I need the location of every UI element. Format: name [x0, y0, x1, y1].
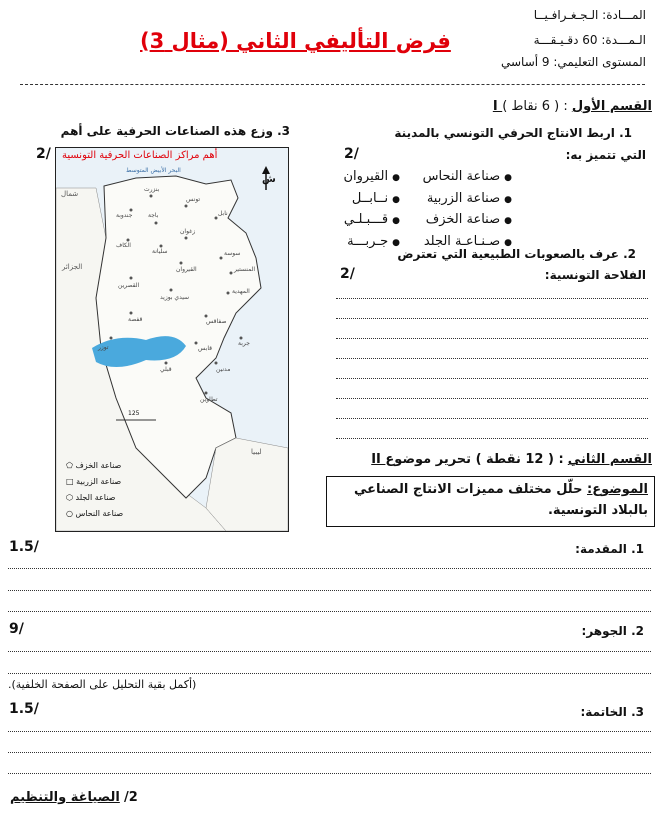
place-label: سوسة [224, 250, 241, 257]
algeria-label: الجزائر [62, 263, 83, 271]
answer-line[interactable] [336, 438, 648, 439]
pentagon-icon: ⬠ [66, 461, 73, 470]
tunisia-map [55, 147, 289, 532]
scale-label: 125 [128, 410, 140, 417]
q1-score: 2/ [344, 146, 359, 162]
header-divider [20, 84, 645, 85]
conclusion-line[interactable] [8, 773, 651, 774]
legend-item: ⬡ صناعة الجلد [66, 493, 116, 502]
place-label: بنزرت [144, 186, 160, 193]
north-label: ش [262, 174, 276, 185]
q1-text: 1. اربط الانتاج الحرفي التونسي بالمدينة [394, 126, 632, 140]
conclusion-line[interactable] [8, 731, 651, 732]
square-icon: □ [66, 477, 74, 486]
continue-note: (أكمل بقية التحليل على الصفحة الخلفية). [8, 678, 197, 691]
answer-line[interactable] [336, 318, 648, 319]
intro-line[interactable] [8, 568, 651, 569]
intro-line[interactable] [8, 611, 651, 612]
part2-heading-row [371, 452, 652, 467]
answer-line[interactable] [336, 398, 648, 399]
svg-text:شمال: شمال [61, 190, 79, 198]
topic-box [326, 476, 655, 527]
body-line[interactable] [8, 673, 651, 674]
place-label: مدنين [216, 366, 231, 373]
answer-line[interactable] [336, 358, 648, 359]
libya-label: ليبيا [251, 448, 262, 456]
body-label: 2. الجوهر: [581, 624, 644, 638]
q2-text: 2. عرف بالصعوبات الطبيعية التي تعترض [397, 247, 636, 261]
legend-item: □ صناعة الزربية [66, 477, 122, 486]
map-title: أهم مراكز الصناعات الحرفية التونسية [62, 150, 218, 161]
style-row [10, 790, 138, 805]
city-item: ● القيروان [343, 167, 400, 189]
body-line[interactable] [8, 651, 651, 652]
topic-line-1 [354, 482, 648, 497]
answer-line[interactable] [336, 418, 648, 419]
q2-text-cont: الفلاحة التونسية: [544, 268, 646, 282]
style-score: 2/ [123, 790, 138, 805]
place-label: الكاف [116, 242, 131, 249]
circle-icon: ○ [66, 509, 73, 518]
intro-score: 1.5/ [9, 539, 39, 555]
city-item: ● جـربـــة [343, 232, 400, 254]
place-label: القصرين [118, 282, 140, 289]
conclusion-score: 1.5/ [9, 701, 39, 717]
intro-label: 1. المقدمة: [575, 542, 644, 556]
cities-list [343, 167, 400, 253]
craft-item: ● صناعة الزربية [423, 189, 512, 211]
place-label: قفصة [128, 316, 143, 323]
answer-line[interactable] [336, 298, 648, 299]
conclusion-label: 3. الخاتمة: [580, 705, 644, 719]
legend-item: ⬠ صناعة الخزف [66, 461, 122, 470]
place-label: قبلي [160, 366, 172, 373]
place-label: باجة [148, 212, 159, 219]
part2-heading: II القسم الثاني [371, 452, 652, 467]
answer-line[interactable] [336, 378, 648, 379]
place-label: زغوان [180, 228, 196, 235]
hexagon-icon: ⬡ [66, 493, 73, 502]
place-label: المهدية [232, 288, 250, 295]
place-label: جربة [238, 340, 250, 347]
duration-line: الـمـــدة: 60 دقـيـقـــة [533, 33, 646, 47]
legend-item: ○ صناعة النحاس [66, 509, 124, 518]
place-label: تونس [186, 196, 201, 203]
place-label: سيدي بوزيد [160, 294, 190, 301]
body-score: 9/ [9, 621, 24, 637]
city-item: ● نــابــل [343, 189, 400, 211]
topic-line-2: بالبلاد التونسية. [547, 503, 648, 518]
place-label: توزر [98, 344, 109, 351]
place-label: المنستير [234, 266, 256, 273]
place-label: القيروان [176, 266, 197, 273]
answer-line[interactable] [336, 338, 648, 339]
q2-score: 2/ [340, 266, 355, 282]
city-item: ● قـــبـلـي [343, 210, 400, 232]
q3-score: 2/ [36, 146, 51, 162]
topic-text: حلّل مختلف مميزات الانتاج الصناعي [353, 482, 583, 497]
q3-text: 3. وزع هذه الصناعات الحرفية على أهم [60, 124, 290, 138]
craft-item: ● صناعة الخزف [423, 210, 512, 232]
conclusion-line[interactable] [8, 752, 651, 753]
subject-line: المـــادة: الـجـغـرافـيــا [533, 8, 646, 22]
place-label: قابس [198, 345, 213, 352]
place-label: سليانة [152, 248, 168, 255]
part1-points: : ( 6 نقاط ) [502, 99, 568, 114]
topic-label: الموضوع: [587, 482, 648, 497]
style-label: الصياغة والتنظيم [10, 790, 120, 805]
sea-label: البحر الأبيض المتوسط [126, 167, 181, 174]
map-legend [66, 458, 123, 522]
part1-heading-row [493, 99, 652, 114]
place-label: صفاقس [206, 318, 227, 325]
level-line: المستوى التعليمي: 9 أساسي [500, 55, 646, 69]
part2-points: : ( 12 نقطة ) تحرير موضوع [385, 452, 564, 467]
intro-line[interactable] [8, 590, 651, 591]
place-label: تطاوين [200, 396, 218, 403]
craft-item: ● صناعة النحاس [423, 167, 512, 189]
part1-heading: I القسم الأول [492, 99, 652, 114]
place-label: جندوبة [116, 212, 133, 219]
page-title: فرض التأليفي الثاني (مثال 3) [140, 29, 451, 53]
q1-text-cont: التي تتميز به: [565, 148, 646, 162]
craft-item: ● صـنـاعـة الجلد [423, 232, 512, 254]
place-label: نابل [218, 210, 228, 217]
crafts-list [423, 167, 512, 253]
